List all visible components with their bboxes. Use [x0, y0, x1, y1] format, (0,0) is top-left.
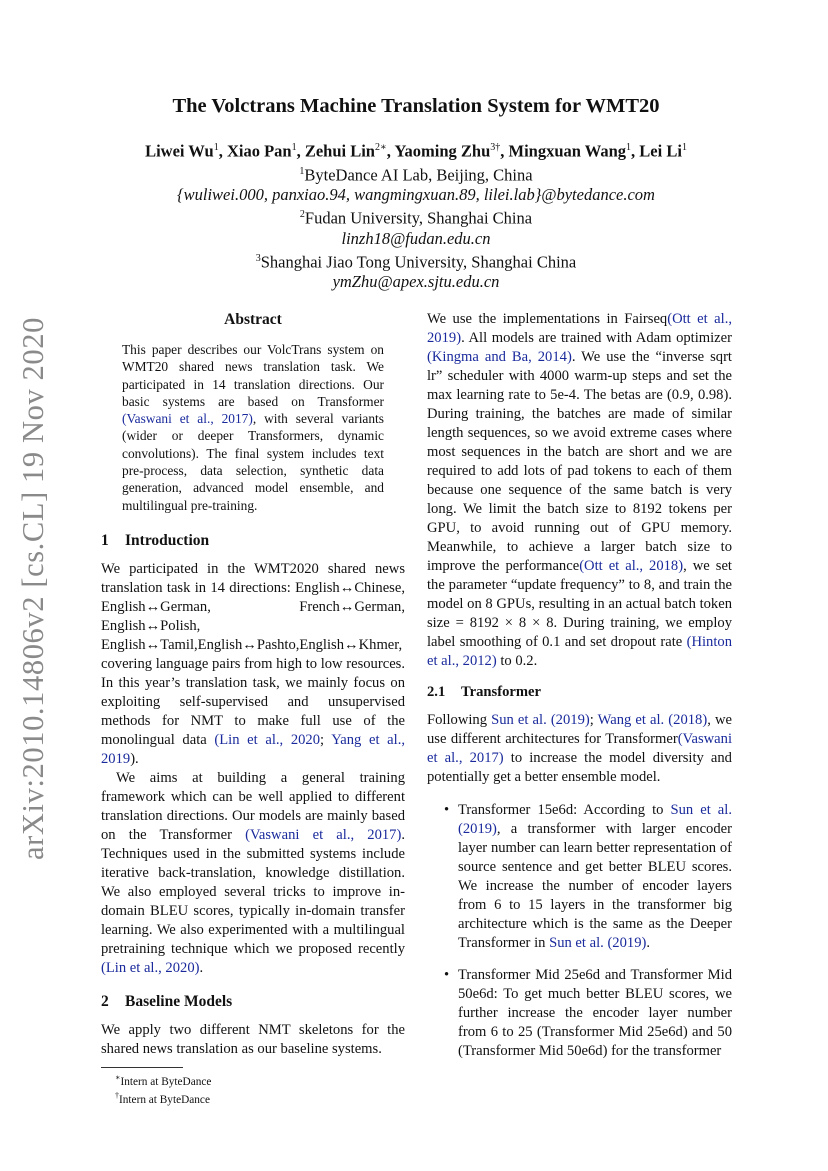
text-run: . We use the “inverse sqrt lr” scheduler with 4000 warm-up steps and set the max learning rate to 5e-4. The betas are (0.9, 0.98). During training, the batches are made of similar length sequences, so we avoid extreme cases where most sequences in the batch are short and we are required to add lots of pad tokens to each of them because one sequence of the same batch is very long. We limit the batch size to 8192 tokens per GPU, to avoid running out of GPU memory. Meanwhile, to achieve a larger batch size to improve the performance [427, 349, 732, 574]
intro-paragraph-2 [101, 769, 405, 978]
text-run: . All models are trained with Adam optimizer [461, 330, 732, 346]
author-name: Mingxuan Wang [508, 141, 627, 161]
citation-link[interactable]: (Vaswani et al., 2017) [245, 826, 402, 843]
citation-link[interactable]: (Ott et al., 2018) [579, 558, 684, 574]
footnote-mark: † [115, 1090, 119, 1100]
subsection-number: 2.1 [427, 684, 446, 700]
affil-mark: 2 [299, 209, 305, 220]
left-column [101, 310, 405, 1107]
author-affil-mark: 1 [681, 142, 687, 153]
citation-link[interactable]: (Kingma and Ba, 2014) [427, 349, 572, 365]
footnote-text: Intern at ByteDance [120, 1075, 212, 1088]
authors-block [100, 138, 732, 292]
text-run: , with several variants (wider or deeper Transformers, dynamic convolutions). The final system includes text pre-process, data selection, synthetic data generation, advanced model ensemble, and multilingual pre-training. [122, 411, 384, 513]
right-column [427, 310, 732, 1061]
subsection-heading-transformer [427, 683, 732, 702]
baseline-paragraph: We apply two different NMT skeletons for the shared news translation as our baseline systems. [101, 1021, 405, 1057]
email-line: linzh18@fudan.edu.cn [341, 228, 491, 248]
citation-link[interactable]: Yang et al., 2019 [101, 731, 405, 767]
text-run: to increase the model diversity and potentially get a better ensemble model. [427, 750, 732, 785]
author-affil-mark: 1 [213, 142, 219, 153]
author-name: Zehui Lin [304, 141, 375, 161]
text-run: , we set the parameter “update frequency” to 8, and train the model on 8 GPUs, resulting in an actual batch token size = 8192 × 8 × 8. During training, we employ label smoothing of 0.1 and set dropout rate [427, 558, 732, 650]
text-run: ; [589, 712, 598, 728]
author-separator: , [296, 141, 305, 161]
footnote [101, 1071, 405, 1089]
section-number: 2 [101, 992, 109, 1010]
author-name: Yaoming Zhu [394, 141, 491, 161]
author-separator: , [386, 141, 395, 161]
affiliation-text: ByteDance AI Lab, Beijing, China [304, 165, 533, 184]
email-line: ymZhu@apex.sjtu.edu.cn [332, 272, 500, 291]
author-name: Liwei Wu [145, 141, 214, 161]
section-title: Introduction [125, 531, 210, 549]
citation-link[interactable]: (Lin et al., 2020 [214, 731, 321, 748]
text-run: We use the implementations in Fairseq [427, 311, 668, 327]
text-run: . Techniques used in the submitted systems include iterative back-translation, knowledge distillation. We also employed several tricks to improve in-domain BLEU scores, typically in-domain transfer learning. We also experimented with a multilingual pretraining technique which we proposed recently [101, 826, 405, 957]
intro-paragraph-1 [101, 560, 405, 769]
text-run: We aims at building a general training framework which can be well applied to different translation directions. Our models are mainly based on the Transformer [101, 769, 405, 843]
abstract-heading: Abstract [224, 311, 282, 328]
text-run: ; [320, 731, 332, 748]
footnote-text: Intern at ByteDance [119, 1093, 210, 1106]
arxiv-identifier-stamp: arXiv:2010.14806v2 [cs.CL] 19 Nov 2020 [16, 317, 50, 860]
text-run: , we use different architectures for Transformer [427, 712, 732, 747]
affil-mark: 3 [255, 252, 261, 264]
text-run: , a transformer with larger encoder layer number can learn better representation of source sentence and get better BLEU scores. We increase the number of encoder layers from 6 to 15 layers in the transformer big architecture which is the same as the Deeper Transformer in [458, 821, 732, 951]
text-run: ). [130, 750, 139, 767]
affiliation-text: Shanghai Jiao Tong University, Shanghai China [260, 252, 577, 271]
citation-link[interactable]: (Vaswani et al., 2017) [122, 411, 253, 427]
email-line: {wuliwei.000, panxiao.94, wangmingxuan.89, lilei.lab}@bytedance.com [177, 185, 655, 204]
text-run: Following [427, 712, 492, 728]
section-title: Baseline Models [125, 992, 233, 1010]
text-run: This paper describes our VolcTrans system on WMT20 shared news translation task. We participated in 14 translation directions. Our basic systems are based on Transformer [122, 342, 384, 409]
author-separator: , [218, 141, 227, 161]
abstract-body [122, 341, 384, 514]
bullet-item-mid [427, 966, 732, 1061]
author-separator: , [631, 141, 640, 161]
citation-link[interactable]: Wang et al. (2018) [597, 712, 708, 728]
author-name: Xiao Pan [226, 141, 292, 161]
citation-link[interactable]: Sun et al. (2019) [549, 935, 647, 951]
author-separator: , [500, 141, 509, 161]
footnote [101, 1089, 405, 1107]
bullet-icon: • [444, 802, 450, 818]
affiliation-line [100, 162, 732, 186]
transformer-paragraph [427, 711, 732, 787]
author-affil-mark: 2∗ [375, 142, 387, 153]
text-run: to 0.2. [496, 653, 538, 669]
text-run: Transformer 15e6d: According to [458, 802, 671, 818]
text-run: . [646, 935, 651, 951]
text-run: We participated in the WMT2020 shared news translation task in 14 directions: English↔Chinese, English↔German, French↔German, English↔Polish, English↔Tamil,English↔Pashto,English↔Khmer, covering language pairs from high to low resources. In this year’s translation task, we mainly focus on exploiting self-supervised and unsupervised methods for NMT to make full use of the monolingual data [101, 560, 405, 748]
section-number: 1 [101, 531, 109, 549]
citation-link[interactable]: Sun et al. (2019) [458, 802, 732, 837]
section-heading-introduction [101, 531, 405, 550]
affil-mark: 1 [299, 165, 305, 177]
subsection-title: Transformer [461, 684, 541, 700]
training-paragraph [427, 310, 732, 671]
text-run: Transformer Mid 25e6d and Transformer Mid 50e6d: To get much better BLEU scores, we further increase the encoder layer number from 6 to 25 (Transformer Mid 25e6d) and 50 (Transformer Mid 50e6d) for the transformer [458, 967, 732, 1059]
citation-link[interactable]: Sun et al. (2019) [491, 712, 590, 728]
author-name: Lei Li [639, 141, 682, 161]
section-heading-baseline [101, 992, 405, 1011]
bullet-item-15e6d [427, 801, 732, 953]
affiliation-line [100, 249, 732, 273]
citation-link[interactable]: (Hinton et al., 2012) [427, 634, 732, 669]
paper-title: The Volctrans Machine Translation System for WMT20 [172, 95, 660, 117]
citation-link[interactable]: (Vaswani et al., 2017) [427, 731, 732, 766]
author-affil-mark: 1 [626, 142, 632, 153]
bullet-icon: • [444, 967, 450, 983]
citation-link[interactable]: (Lin et al., 2020) [101, 959, 200, 976]
footnote-mark: ∗ [115, 1072, 121, 1082]
text-run: . [199, 959, 204, 976]
author-affil-mark: 1 [291, 142, 297, 153]
affiliation-text: Fudan University, Shanghai China [304, 208, 533, 228]
author-affil-mark: 3† [490, 142, 501, 153]
citation-link[interactable]: (Ott et al., 2019) [427, 311, 732, 346]
affiliation-line [100, 205, 732, 229]
author-list [100, 138, 732, 162]
